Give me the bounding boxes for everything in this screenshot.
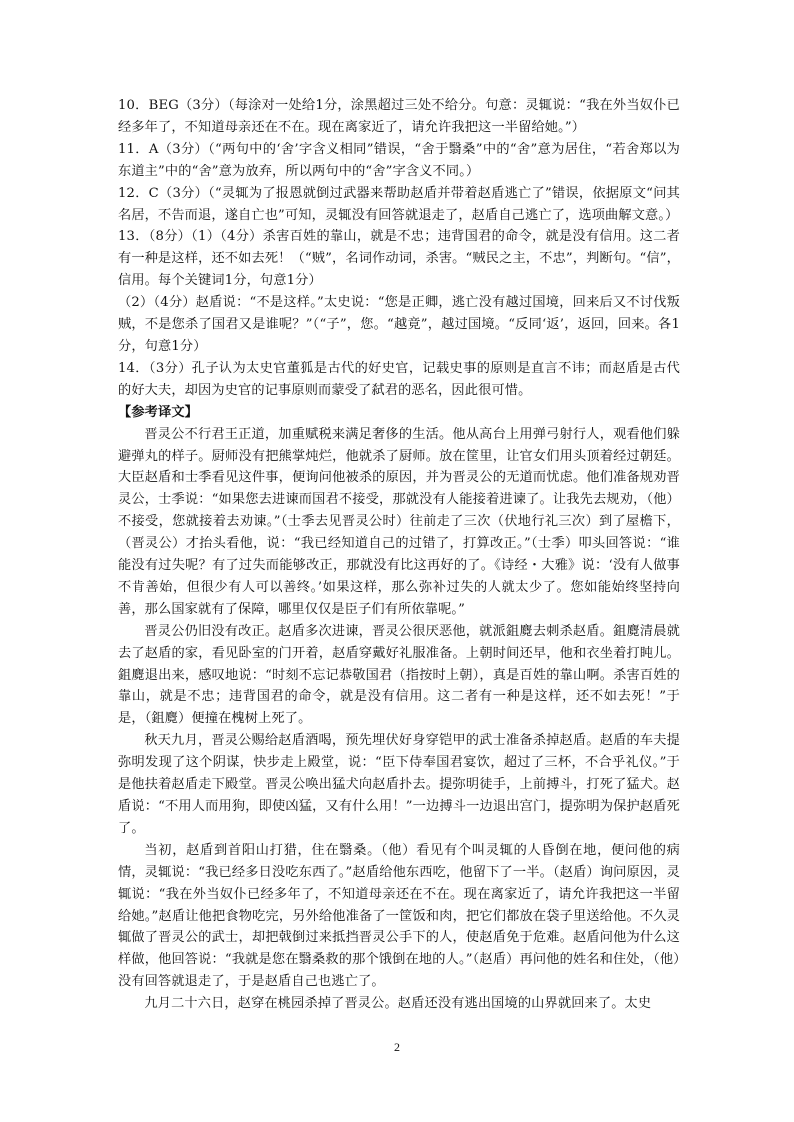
translation-paragraph-3: 秋天九月，晋灵公赐给赵盾酒喝，预先埋伏好身穿铠甲的武士准备杀掉赵盾。赵盾的车夫提弥明发现了这个阴谋，快步走上殿堂，说：“臣下侍奉国君宴饮，超过了三杯，不合乎礼仪。”于是他扶着赵盾走下殿堂。晋灵公唤出猛犬向赵盾扑去。提弥明徒手，上前搏斗，打死了猛犬。赵盾说：“不用人而用狗，即使凶猛，又有什么用！”一边搏斗一边退出宫门，提弥明为保护赵盾死了。 bbox=[118, 733, 680, 836]
answer-13-part-2: （2）（4分）赵盾说：“不是这样。”太史说：“您是正卿，逃亡没有越过国境，回来后又不讨伐叛贼，不是您杀了国君又是谁呢？”（“子”，您。“越竟”，越过国境。“反同‘返’，返回，回来。各1分，句意1分） bbox=[118, 295, 680, 354]
answer-11: 11．A（3分）（“两句中的‘舍’字含义相同”错误，“舍于翳桑”中的“舍”意为居住，“若舍郑以为东道主”中的“舍”意为放弃，所以两句中的“舍”字含义不同。） bbox=[118, 141, 680, 179]
answer-13-part-1: 13．（8分）（1）（4分）杀害百姓的靠山，就是不忠；违背国君的命令，就是没有信用。这二者有一种是这样，还不如去死！（“贼”，名词作动词，杀害。“贼民之主，不忠”，判断句。“信”，信用。每个关键词1分，句意1分） bbox=[118, 229, 680, 289]
translation-paragraph-2: 晋灵公仍旧没有改正。赵盾多次进谏，晋灵公很厌恶他，就派鉏麑去刺杀赵盾。鉏麑清晨就去了赵盾的家，看见卧室的门开着，赵盾穿戴好礼服准备。上朝时间还早，他和衣坐着打盹儿。鉏麑退出来，感叹地说：“时刻不忘记恭敬国君（指按时上朝），真是百姓的靠山啊。杀害百姓的靠山，就是不忠；违背国君的命令，就是没有信用。这二者有一种是这样，还不如去死！”于是，（鉏麑）便撞在槐树上死了。 bbox=[118, 623, 680, 727]
translation-paragraph-4: 当初，赵盾到首阳山打猎，住在翳桑。（他）看见有个叫灵辄的人昏倒在地，便问他的病情，灵辄说：“我已经多日没吃东西了。”赵盾给他东西吃，他留下了一半。（赵盾）询问原因，灵辄说：“我在外当奴仆已经多年了，不知道母亲还在不在。现在离家近了，请允许我把这一半留给她。”赵盾让他把食物吃完，另外给他准备了一筐饭和肉，把它们都放在袋子里送给他。不久灵辄做了晋灵公的武士，却把戟倒过来抵挡晋灵公手下的人，使赵盾免于危难。赵盾问他为什么这样做，他回答说：“我就是您在翳桑救的那个饿倒在地的人。”（赵盾）再问他的姓名和住处，（他）没有回答就退走了，于是赵盾自己也逃亡了。 bbox=[118, 842, 680, 990]
page-content bbox=[118, 95, 680, 1015]
answer-14: 14．（3分）孔子认为太史官董狐是古代的好史官，记载史事的原则是直言不讳；而赵盾是古代的好大夫，却因为史官的记事原则而蒙受了弑君的恶名，因此很可惜。 bbox=[118, 360, 680, 398]
answer-12: 12．C（3分）（“灵辄为了报恩就倒过武器来帮助赵盾并带着赵盾逃亡了”错误，依据原文“问其名居，不告而退，遂自亡也”可知，灵辄没有回答就退走了，赵盾自己逃亡了，选项曲解文意。） bbox=[118, 185, 680, 223]
answer-10: 10．BEG（3分）（每涂对一处给1分，涂黑超过三处不给分。句意：灵辄说：“我在外当奴仆已经多年了，不知道母亲还在不在。现在离家近了，请允许我把这一半留给她。”） bbox=[118, 98, 680, 135]
translation-heading: 【参考译文】 bbox=[118, 404, 199, 420]
page-number: 2 bbox=[394, 1040, 400, 1054]
translation-paragraph-1: 晋灵公不行君王正道，加重赋税来满足奢侈的生活。他从高台上用弹弓射行人，观看他们躲避弹丸的样子。厨师没有把熊掌炖烂，他就杀了厨师。放在筐里，让官女们用头顶着经过朝廷。大臣赵盾和士季看见这件事，便询问他被杀的原因，并为晋灵公的无道而忧虑。他们准备规劝晋灵公，士季说：“如果您去进谏而国君不接受，那就没有人能接着进谏了。让我先去规劝，（他）不接受，您就接着去劝谏。”（士季去见晋灵公时）往前走了三次（伏地行礼三次）到了屋檐下，（晋灵公）才抬头看他，说：“我已经知道自己的过错了，打算改正。”（士季）叩头回答说：“谁能没有过失呢？有了过失而能够改正，那就没有比这再好的了。《诗经・大雅》说：‘没有人做事不肯善始，但很少有人可以善终。’如果这样，那么弥补过失的人就太少了。您如能始终坚持向善，那么国家就有了保障，哪里仅仅是臣子们有所依靠呢。” bbox=[118, 426, 680, 617]
translation-paragraph-5: 九月二十六日，赵穿在桃园杀掉了晋灵公。赵盾还没有逃出国境的山界就回来了。太史 bbox=[144, 996, 652, 1012]
